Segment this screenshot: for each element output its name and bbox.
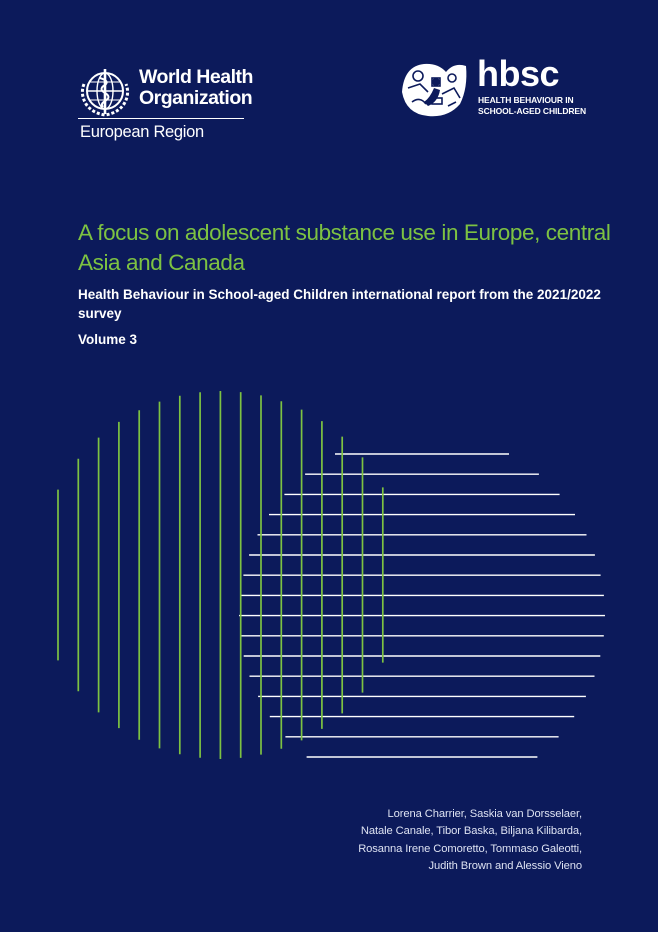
- author-line: Judith Brown and Alessio Vieno: [428, 859, 582, 872]
- hbsc-tagline: HEALTH BEHAVIOUR IN SCHOOL-AGED CHILDREN: [478, 95, 587, 116]
- volume-label: Volume 3: [78, 332, 138, 347]
- who-name: World Health Organization: [139, 66, 253, 109]
- author-list: [300, 806, 582, 875]
- who-region: European Region: [80, 123, 204, 141]
- author-line: Rosanna Irene Comoretto, Tommaso Galeotti,: [358, 842, 582, 855]
- author-line: Natale Canale, Tibor Baska, Biljana Kilibarda,: [360, 825, 582, 838]
- report-subtitle: Health Behaviour in School-aged Children international report from the 2021/2022 survey: [78, 287, 601, 321]
- report-title: A focus on adolescent substance use in Europe, central Asia and Canada: [78, 220, 611, 275]
- author-line: Lorena Charrier, Saskia van Dorsselaer,: [387, 808, 582, 820]
- hbsc-wordmark: hbsc: [477, 53, 560, 94]
